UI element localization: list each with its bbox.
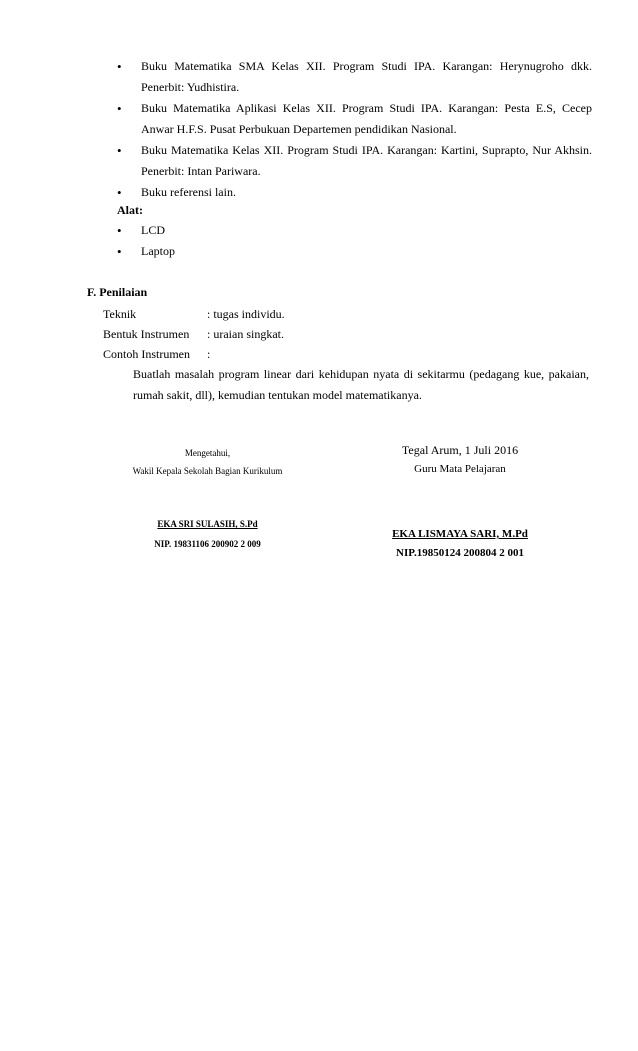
source-text: Buku Matematika Aplikasi Kelas XII. Program Studi IPA. Karangan: Pesta E.S, Cecep Anwar H.F.S. Pusat Perbukuan Departemen pendidikan Nasional. (141, 101, 592, 136)
section-heading-penilaian: F. Penilaian (87, 285, 148, 299)
example-value: : (207, 347, 211, 361)
source-text: Buku Matematika SMA Kelas XII. Program Studi IPA. Karangan: Herynugroho dkk. Penerbit: Yudhistira. (141, 59, 592, 94)
left-acknowledged: Mengetahui, (184, 448, 231, 458)
list-item (117, 140, 592, 182)
source-text: Buku Matematika Kelas XII. Program Studi IPA. Karangan: Kartini, Suprapto, Nur Akhsin. Penerbit: Intan Pariwara. (141, 143, 592, 178)
right-place-date: Tegal Arum, 1 Juli 2016 (401, 443, 519, 457)
list-item (117, 220, 175, 241)
left-signatory-name: EKA SRI SULASIH, S.Pd (157, 519, 258, 529)
assessment-instrument-row (103, 324, 284, 344)
bullet-icon: • (117, 59, 122, 74)
assessment-technique-row (103, 304, 285, 324)
left-position: Wakil Kepala Sekolah Bagian Kurikulum (132, 466, 283, 476)
right-position: Guru Mata Pelajaran (414, 463, 506, 475)
right-signatory-nip: NIP.19850124 200804 2 001 (396, 547, 524, 559)
technique-label: Teknik (103, 307, 137, 321)
assessment-task-text: Buatlah masalah program linear dari kehidupan nyata di sekitarmu (pedagang kue, pakaian, rumah sakit, dll), kemudian tentukan model matematikanya. (133, 367, 589, 402)
bullet-icon: • (117, 143, 122, 158)
tools-list (117, 220, 175, 262)
instrument-value: : uraian singkat. (207, 327, 284, 341)
list-item (117, 182, 592, 203)
technique-value: : tugas individu. (207, 307, 285, 321)
source-book-list (117, 56, 592, 203)
list-item (117, 98, 592, 140)
assessment-example-row (103, 344, 210, 364)
list-item (117, 241, 175, 262)
left-signatory-nip: NIP. 19831106 200902 2 009 (154, 539, 261, 549)
instrument-label: Bentuk Instrumen (103, 327, 190, 341)
bullet-icon: • (117, 244, 122, 259)
tools-heading: Alat: (117, 203, 143, 217)
bullet-icon: • (117, 101, 122, 116)
tool-text: Laptop (141, 244, 175, 258)
bullet-icon: • (117, 185, 122, 200)
source-text: Buku referensi lain. (141, 185, 236, 199)
example-label: Contoh Instrumen (103, 347, 190, 361)
tool-text: LCD (141, 223, 165, 237)
right-signatory-name: EKA LISMAYA SARI, M.Pd (392, 528, 528, 540)
list-item (117, 56, 592, 98)
bullet-icon: • (117, 223, 122, 238)
